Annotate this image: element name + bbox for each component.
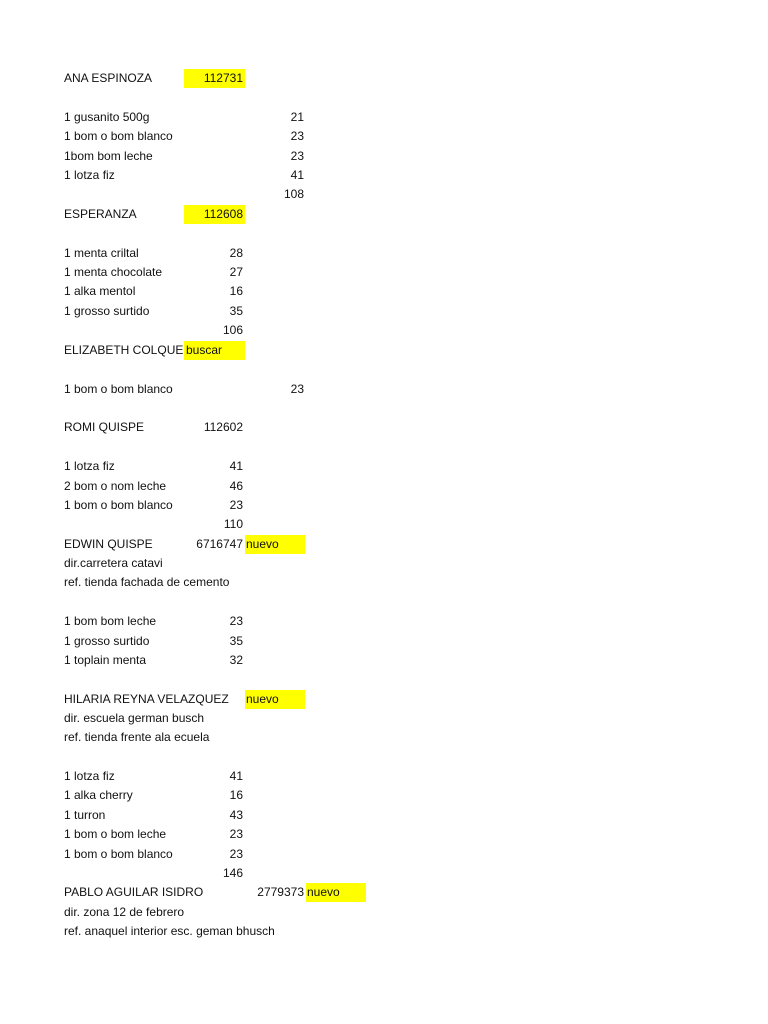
order-item: 1 bom o bom blanco [64, 498, 173, 512]
highlight-cell [306, 883, 366, 902]
highlight-cell [245, 535, 305, 554]
customer-name: HILARIA REYNA VELAZQUEZ [64, 692, 229, 706]
order-item: 1 gusanito 500g [64, 110, 150, 124]
customer-reference: ref. tienda frente ala ecuela [64, 730, 210, 744]
order-total: 106 [222, 323, 243, 337]
order-item: 1 grosso surtido [64, 634, 150, 648]
customer-name: ELIZABETH COLQUE [64, 343, 184, 357]
order-item: 1 toplain menta [64, 653, 147, 667]
item-price: 16 [229, 284, 243, 298]
item-price: 41 [290, 168, 304, 182]
item-price: 28 [229, 246, 243, 260]
order-item: 1 alka cherry [64, 788, 133, 802]
customer-name: PABLO AGUILAR ISIDRO [64, 885, 204, 899]
customer-address: dir.carretera catavi [64, 556, 163, 570]
order-item: 1 bom o bom leche [64, 827, 167, 841]
customer-phone: 2779373 [257, 885, 304, 899]
customer-code: 112731 [203, 71, 243, 85]
item-price: 35 [229, 634, 243, 648]
customer-address: dir. zona 12 de febrero [64, 905, 185, 919]
highlight-cell [184, 69, 245, 88]
status-tag: buscar [186, 343, 223, 357]
order-item: 1 menta chocolate [64, 265, 163, 279]
status-tag: nuevo [246, 537, 279, 551]
item-price: 43 [229, 808, 243, 822]
order-total: 108 [283, 187, 304, 201]
customer-name: ESPERANZA [64, 207, 137, 221]
order-item: 1 lotza fiz [64, 769, 115, 783]
status-tag: nuevo [246, 692, 279, 706]
order-total: 110 [223, 517, 243, 531]
item-price: 27 [229, 265, 243, 279]
order-item: 1 bom o bom blanco [64, 382, 173, 396]
item-price: 23 [229, 827, 243, 841]
order-item: 1 bom o bom blanco [64, 847, 173, 861]
order-item: 1 alka mentol [64, 284, 136, 298]
item-price: 32 [229, 653, 243, 667]
customer-reference: ref. anaquel interior esc. geman bhusch [64, 924, 275, 938]
order-item: 1 bom bom leche [64, 614, 157, 628]
order-item: 1 lotza fiz [64, 459, 115, 473]
order-item: 1 grosso surtido [64, 304, 150, 318]
item-price: 16 [229, 788, 243, 802]
customer-code: 112608 [203, 207, 243, 221]
item-price: 23 [229, 498, 243, 512]
item-price: 23 [290, 149, 304, 163]
item-price: 41 [229, 459, 243, 473]
item-price: 46 [229, 479, 243, 493]
order-item: 1 turron [64, 808, 106, 822]
customer-address: dir. escuela german busch [64, 711, 205, 725]
order-item: 1 lotza fiz [64, 168, 115, 182]
item-price: 23 [290, 129, 304, 143]
item-price: 23 [229, 847, 243, 861]
item-price: 23 [290, 382, 304, 396]
item-price: 35 [229, 304, 243, 318]
highlight-cell [184, 205, 245, 224]
customer-reference: ref. tienda fachada de cemento [64, 575, 230, 589]
order-item: 1 menta criltal [64, 246, 139, 260]
customer-code: 112602 [203, 420, 243, 434]
order-item: 2 bom o nom leche [64, 479, 167, 493]
item-price: 21 [290, 110, 304, 124]
item-price: 41 [229, 769, 243, 783]
item-price: 23 [229, 614, 243, 628]
order-total: 146 [222, 866, 243, 880]
highlight-cell [245, 690, 305, 709]
customer-phone: 6716747 [196, 537, 243, 551]
customer-name: EDWIN QUISPE [64, 537, 153, 551]
customer-name: ROMI QUISPE [64, 420, 145, 434]
status-tag: nuevo [307, 885, 340, 899]
order-item: 1 bom o bom blanco [64, 129, 173, 143]
customer-name: ANA ESPINOZA [64, 71, 153, 85]
order-item: 1bom bom leche [64, 149, 153, 163]
highlight-cell [184, 341, 245, 360]
